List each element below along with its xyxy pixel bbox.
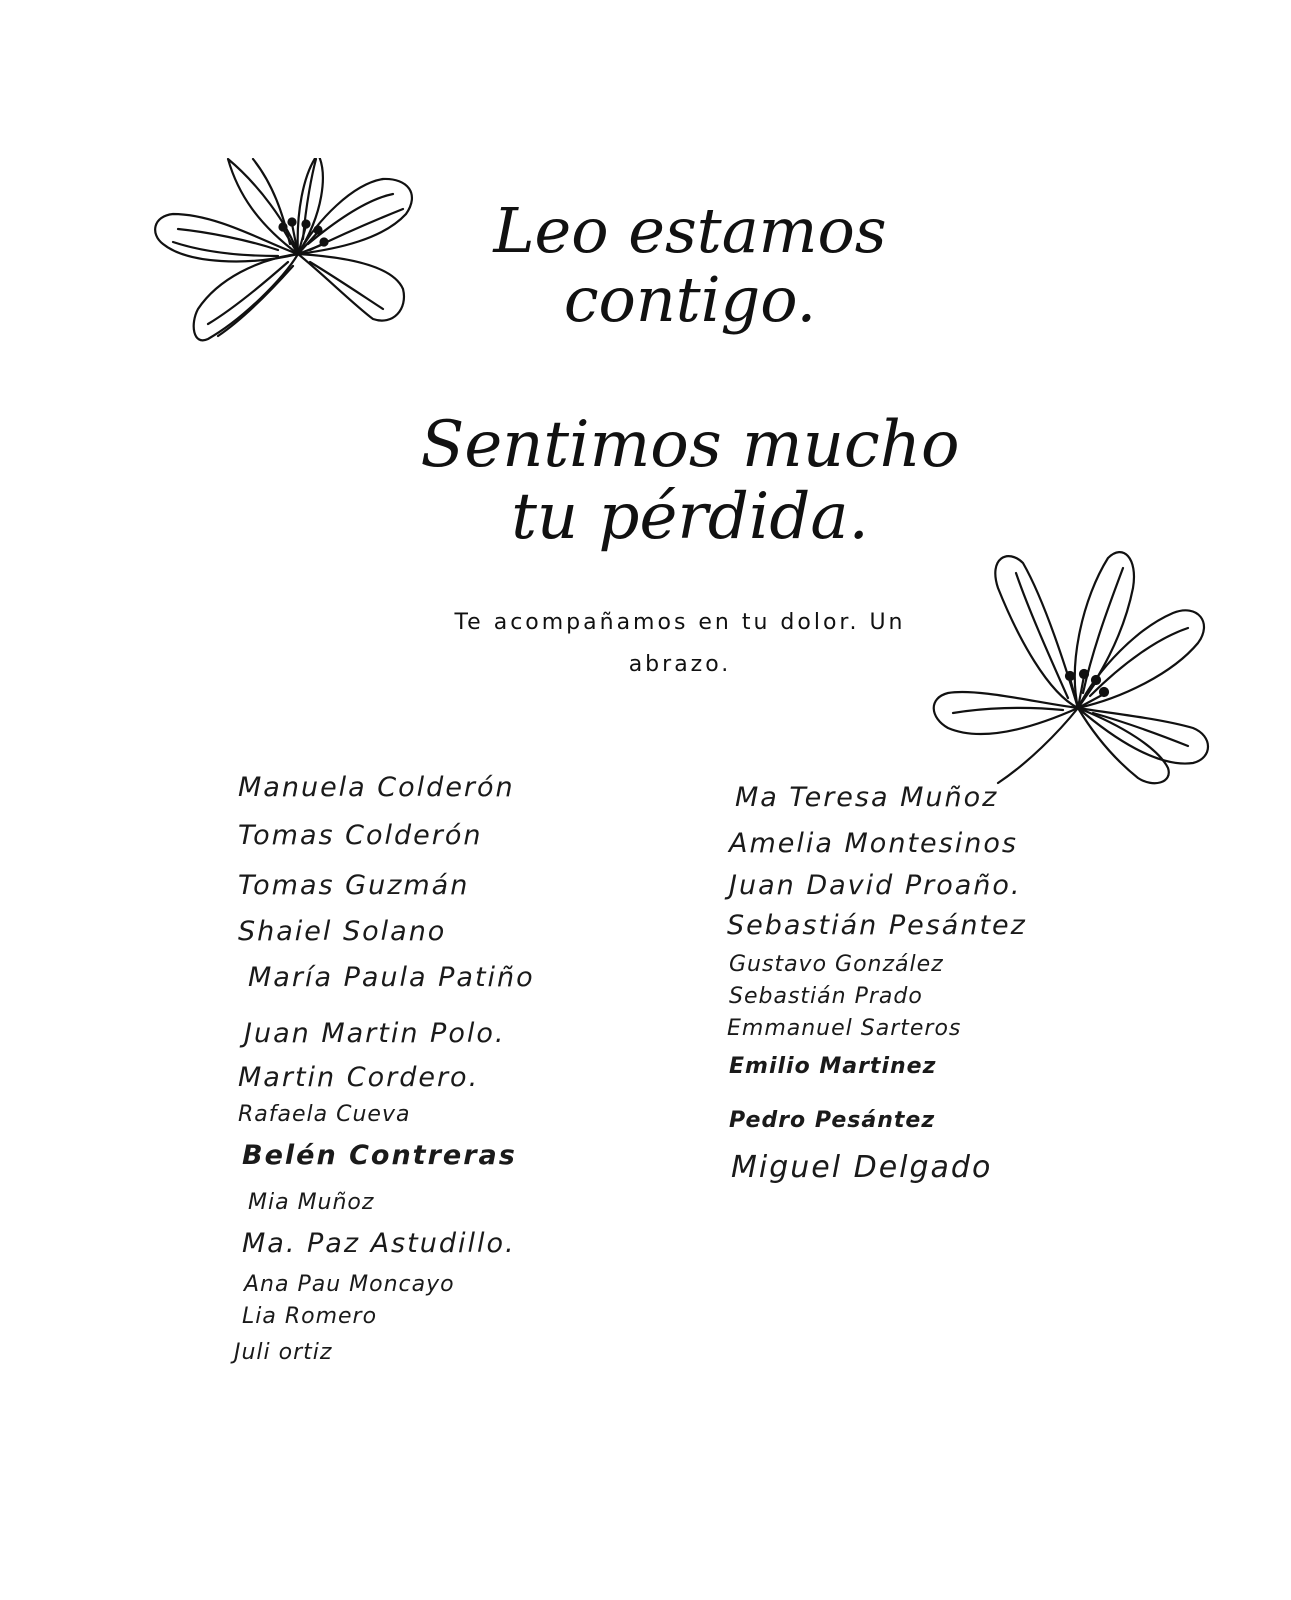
- signature: Ma Teresa Muñoz: [735, 782, 999, 813]
- subtitle-line: abrazo.: [628, 652, 732, 677]
- signature: Juli ortiz: [234, 1340, 333, 1365]
- flower-icon: [930, 540, 1230, 790]
- signature: María Paula Patiño: [248, 962, 535, 993]
- signature: Rafaela Cueva: [238, 1102, 411, 1127]
- signature: Amelia Montesinos: [729, 828, 1018, 859]
- signature: Martin Cordero.: [238, 1062, 480, 1093]
- signature: Ma. Paz Astudillo.: [242, 1228, 516, 1259]
- signature: Tomas Guzmán: [238, 870, 470, 901]
- signature: Belén Contreras: [242, 1140, 517, 1171]
- signature: Gustavo González: [729, 952, 944, 977]
- heading-line: tu pérdida.: [511, 479, 869, 554]
- signature: Juan David Proaño.: [729, 870, 1022, 901]
- signature: Emilio Martinez: [729, 1054, 937, 1079]
- subtitle: [440, 602, 920, 686]
- signature: Manuela Colderón: [238, 772, 515, 803]
- heading-leo-estamos-contigo: [380, 196, 1000, 335]
- signature: Pedro Pesántez: [729, 1108, 936, 1133]
- signature: Sebastián Pesántez: [727, 910, 1027, 941]
- signature: Juan Martin Polo.: [244, 1018, 506, 1049]
- heading-line: Sentimos mucho: [420, 408, 960, 482]
- heading-line: contigo.: [563, 263, 817, 337]
- signature: Mia Muñoz: [248, 1190, 375, 1215]
- subtitle-line: Te acompañamos en tu dolor. Un: [454, 610, 906, 635]
- signature: Shaiel Solano: [238, 916, 447, 947]
- signature: Emmanuel Sarteros: [727, 1016, 962, 1041]
- signature: Lia Romero: [242, 1304, 378, 1329]
- signature: Sebastián Prado: [729, 984, 923, 1009]
- heading-line: Leo estamos: [493, 194, 887, 267]
- signature: Miguel Delgado: [731, 1150, 993, 1185]
- signature: Ana Pau Moncayo: [244, 1272, 455, 1297]
- heading-sentimos-mucho: [380, 410, 1000, 553]
- signature: Tomas Colderón: [238, 820, 483, 851]
